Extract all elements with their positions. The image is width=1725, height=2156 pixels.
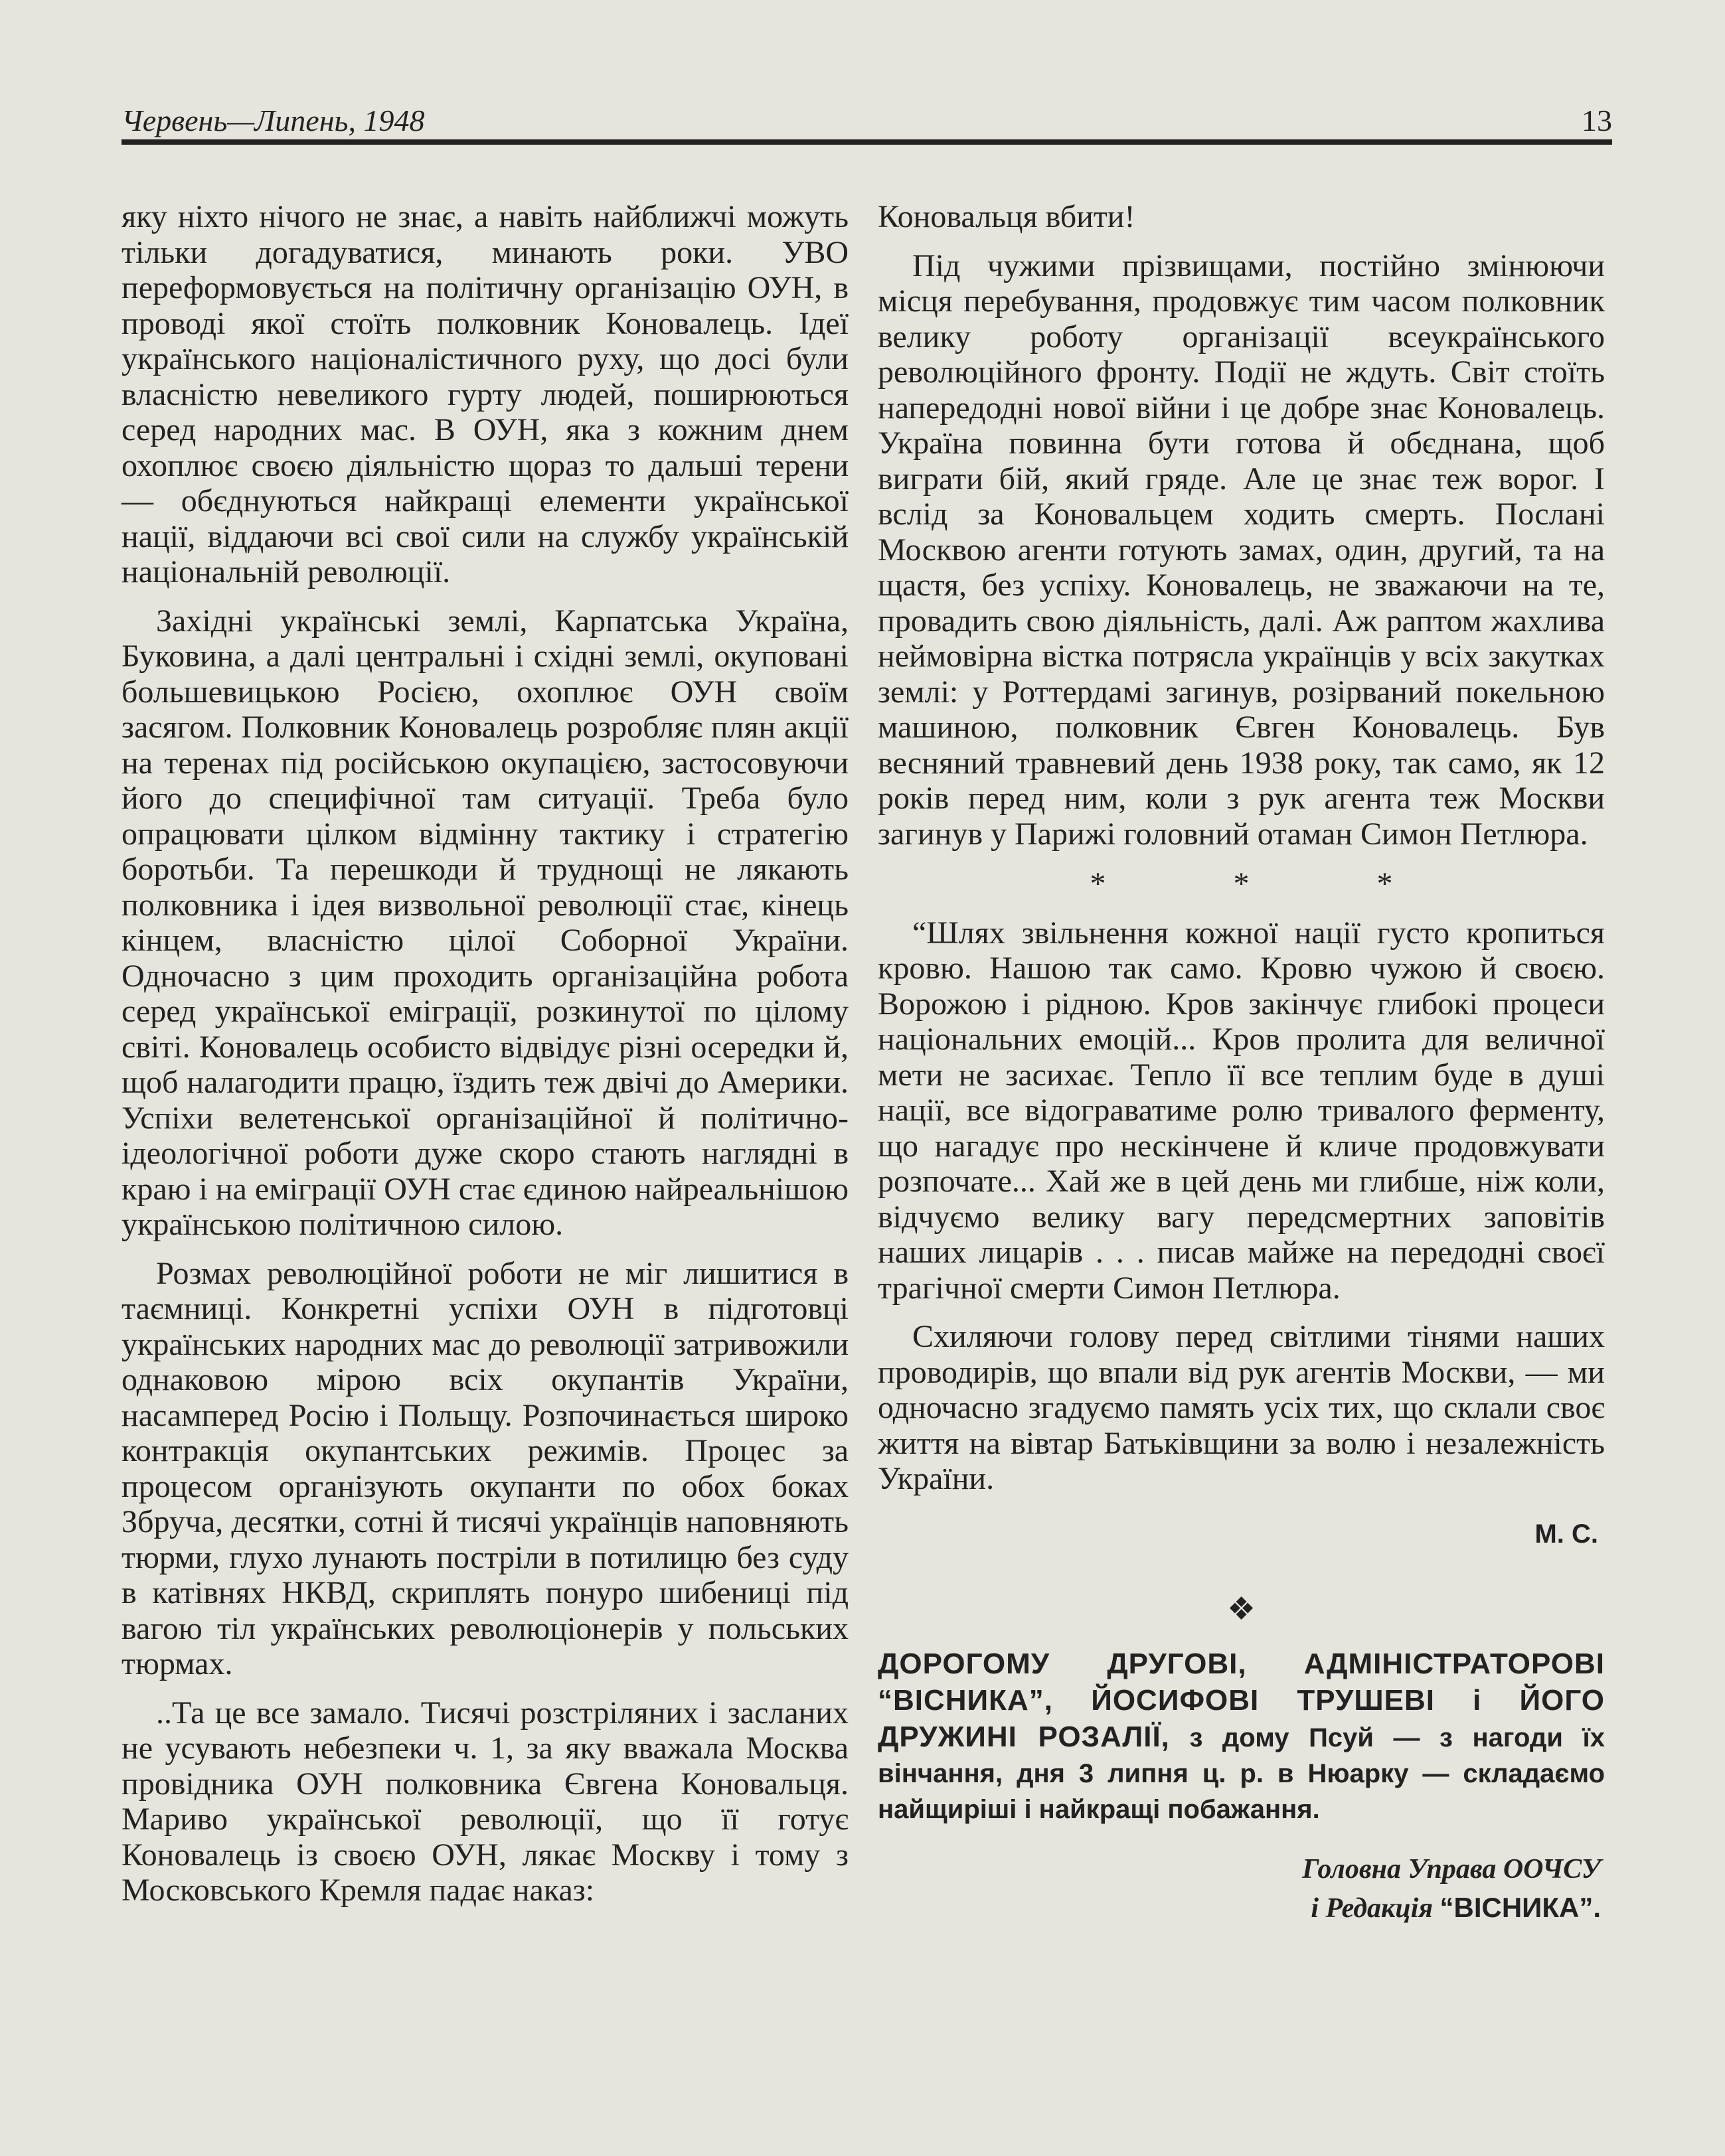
page-number: 13 bbox=[1582, 104, 1612, 137]
closing-paragraph: Схиляючи голову перед світлими тінями наших проводирів, що впали від рук агентів Москви, — ми одночасно згадуємо память усіх тих, що склали своє життя на вівтар Батьківщини за волю і незалежність України. bbox=[878, 1319, 1605, 1496]
section-separator: * * * bbox=[1090, 866, 1453, 901]
issue-date: Червень—Липень, 1948 bbox=[122, 104, 425, 137]
quote-paragraph: “Шлях звільнення кожної нації густо кропиться кровю. Нашою так само. Кровю чужою й своєю. Ворожою і рідною. Кров закінчує глибокі процеси національних емоцій... Кров пролита для величної мети не засихає. Тепло її все теплим буде в душі нації, все відограватиме ролю тривалого ферменту, що нагадує про нескінчене й кличе продовжувати розпочате... Хай же в цей день ми глибше, ніж коли, відчуємо велику вагу передсмертних заповітів наших лицарів . . . писав майже на передодні своєї трагічної смерти Симон Петлюра. bbox=[878, 915, 1605, 1306]
right-paragraph-1: Коновальця вбити! bbox=[878, 199, 1135, 234]
right-column bbox=[878, 199, 1605, 1928]
left-paragraph-4: ..Та це все замало. Тисячі розстріляних і засланих не усувають небезпеки ч. 1, за яку вважала Москва провідника ОУН полковника Євгена Коновальця. Мариво української революції, що її готує Коновалець із своєю ОУН, лякає Москву і тому з Московського Кремля падає наказ: bbox=[122, 1695, 849, 1908]
greeting-body: з дому Псуй — з нагоди їх вінчання, дня 3 липня ц. р. в Нюарку — складаємо найщиріші і найкращі побажання. bbox=[878, 1723, 1605, 1824]
left-paragraph-1: яку ніхто нічого не знає, а навіть найближчі можуть тільки догадуватися, минають роки. УВО переформовується на політичну організацію ОУН, в проводі якої стоїть полковник Коновалець. Ідеї українського націоналістичного руху, що досі були власністю невеликого гурту людей, поширюються серед народних мас. В ОУН, яка з кожним днем охоплює своєю діяльністю щораз то дальші терени — обєднуються найкращі елементи української нації, віддаючи всі свої сили на службу українській національній революції. bbox=[122, 199, 849, 589]
greeting-notice bbox=[878, 1646, 1605, 1827]
page-header bbox=[122, 98, 1612, 138]
from-line-1: Головна Управа ООЧСУ bbox=[1302, 1853, 1601, 1885]
left-column bbox=[122, 199, 849, 1908]
left-paragraph-2: Західні українські землі, Карпатська Україна, Буковина, а далі центральні і східні землі, окуповані большевицькою Росією, охоплює ОУН своїм засягом. Полковник Коновалець розробляє плян акції на теренах під російською окупацією, застосовуючи його до специфічної там ситуації. Треба було опрацювати цілком відмінну тактику і стратегію боротьби. Та перешкоди й труднощі не лякають полковника і ідея визвольної революції стає, кінець кінцем, власністю цілої Соборної України. Одночасно з цим проходить організаційна робота серед української еміграції, розкинутої по цілому світі. Коновалець особисто відвідує різні осередки й, щоб налагодити працю, їздить теж двічі до Америки. Успіхи велетенської організаційної й політично-ідеологічної роботи дуже скоро стають наглядні в краю і на еміграції ОУН стає єдиною найреальнішою українською політичною силою. bbox=[122, 603, 849, 1242]
from-line-2-prefix: і Редакція bbox=[1311, 1892, 1440, 1924]
greeting-from bbox=[878, 1850, 1605, 1928]
diamond-ornament-icon: ❖ bbox=[1226, 1592, 1256, 1627]
left-paragraph-3: Розмах революційної роботи не міг лишитися в таємниці. Конкретні успіхи ОУН в підготовці українських народних мас до революції затривожили однаковою мірою всіх окупантів України, насамперед Росію і Польщу. Розпочинається широко контракція окупантських режимів. Процес за процесом організують окупанти по обох боках Збруча, десятки, сотні й тисячі українців наповняють тюрми, глухо лунають постріли в потилицю без суду в катівнях НКВД, скриплять понуро шибениці під вагою тіл українських революціонерів у польських тюрмах. bbox=[122, 1255, 849, 1681]
header-rule bbox=[122, 139, 1612, 145]
author-signature: М. С. bbox=[1534, 1519, 1598, 1549]
from-line-2-caps: “ВІСНИКА”. bbox=[1439, 1891, 1601, 1923]
right-paragraph-2: Під чужими прізвищами, постійно змінюючи місця перебування, продовжує тим часом полковник велику роботу організації всеукраїнського революційного фронту. Події не ждуть. Світ стоїть напередодні нової війни і це добре знає Коновалець. Україна повинна бути готова й обєднана, щоб виграти бій, який гряде. Але це знає теж ворог. І вслід за Коновальцем ходить смерть. Послані Москвою агенти готують замах, один, другий, та на щастя, без успіху. Коновалець, не зважаючи на те, провадить свою діяльність, далі. Аж раптом жахлива неймовірна вістка потрясла українців у всіх закутках землі: у Роттердамі загинув, розірваний покельною машиною, полковник Євген Коновалець. Був весняний травневий день 1938 року, так само, як 12 років перед ним, коли з рук агента теж Москви загинув у Парижі головний отаман Симон Петлюра. bbox=[878, 248, 1605, 852]
greeting-lead: ДОРОГОМУ ДРУГОВІ, АДМІНІСТРАТОРОВІ “ВІСНИКА”, ЙОСИФОВІ ТРУШЕВІ і ЙОГО ДРУЖИНІ РОЗАЛІЇ, bbox=[878, 1647, 1605, 1753]
from-line-2 bbox=[878, 1888, 1601, 1928]
